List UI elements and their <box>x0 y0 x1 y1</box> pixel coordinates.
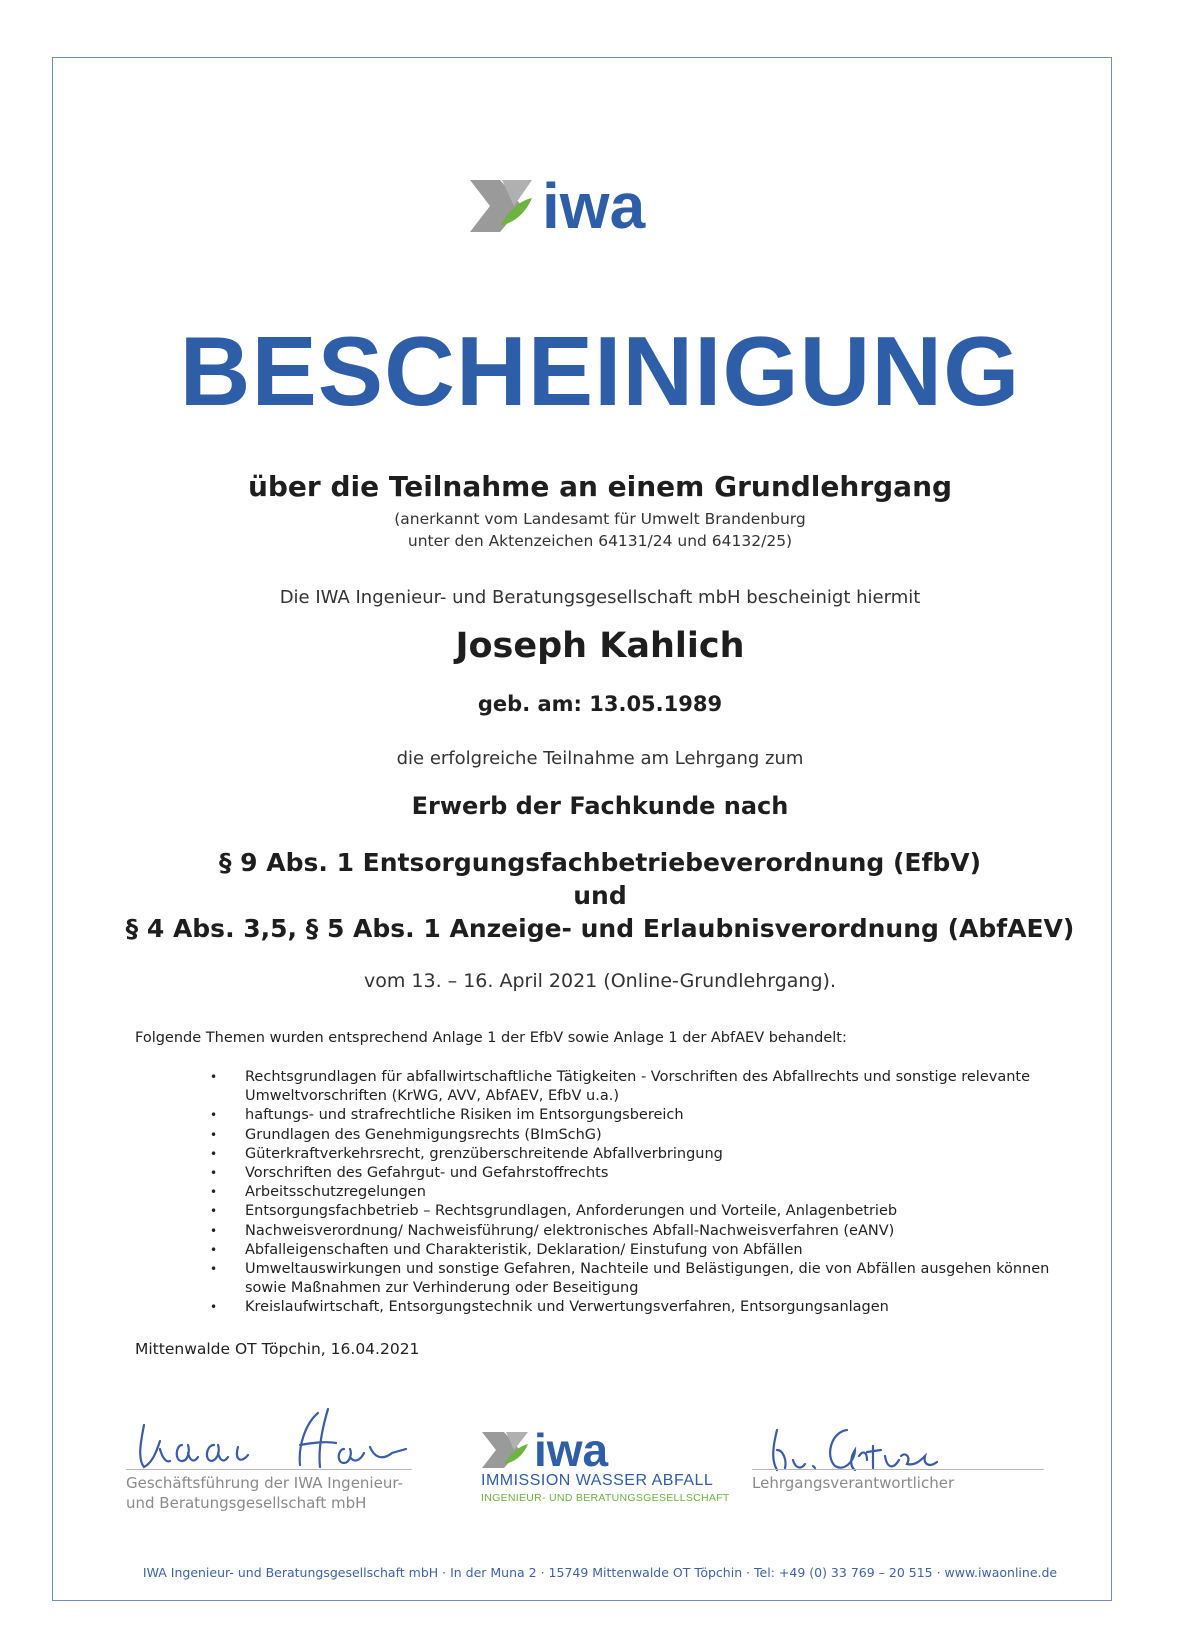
topic-item: • Güterkraftverkehrsrecht, grenzüberschreitende Abfallverbringung <box>210 1145 1080 1164</box>
certificate-subtitle: über die Teilnahme an einem Grundlehrgang <box>247 470 953 503</box>
course-title: Erwerb der Fachkunde nach <box>411 792 789 820</box>
recognition-line-1: (anerkannt vom Landesamt für Umwelt Brandenburg <box>394 510 806 528</box>
left-signature-line <box>126 1469 412 1470</box>
topic-item: • Nachweisverordnung/ Nachweisführung/ elektronisches Abfall-Nachweisverfahren (eANV) <box>210 1222 1080 1241</box>
certificate-title: BESCHEINIGUNG <box>179 316 1021 426</box>
recognition-line-2: unter den Aktenzeichen 64131/24 und 64132/25) <box>407 532 793 550</box>
topic-item: • haftungs- und strafrechtliche Risiken im Entsorgungsbereich <box>210 1106 1080 1125</box>
right-signature <box>755 1420 955 1476</box>
iwa-logo-mark <box>470 180 532 232</box>
topic-item: • Entsorgungsfachbetrieb – Rechtsgrundlagen, Anforderungen und Vorteile, Anlagenbetrieb <box>210 1202 1080 1221</box>
law-line-2: § 4 Abs. 3,5, § 5 Abs. 1 Anzeige- und Erlaubnisverordnung (AbfAEV) <box>125 914 1075 943</box>
topics-intro: Folgende Themen wurden entsprechend Anlage 1 der EfbV sowie Anlage 1 der AbfAEV behandelt: <box>135 1030 847 1046</box>
topic-item: • Kreislaufwirtschaft, Entsorgungstechnik und Verwertungsverfahren, Entsorgungsanlagen <box>210 1298 1080 1317</box>
topic-item: • Rechtsgrundlagen für abfallwirtschaftliche Tätigkeiten - Vorschriften des Abfallrechts und sonstige relevante Umweltvorschriften (KrWG, AVV, AbfAEV, EfbV u.a.) <box>210 1068 1080 1106</box>
left-signature <box>130 1405 420 1475</box>
topics-list <box>210 1068 1080 1318</box>
iwa-logo-bottom-mark <box>482 1432 528 1468</box>
iwa-logo-bottom <box>480 1428 702 1472</box>
certificate-border <box>52 57 1112 1601</box>
left-signature-caption-2: und Beratungsgesellschaft mbH <box>126 1494 367 1512</box>
place-date: Mittenwalde OT Töpchin, 16.04.2021 <box>135 1340 420 1358</box>
participant-dob: geb. am: 13.05.1989 <box>477 692 723 716</box>
success-text: die erfolgreiche Teilnahme am Lehrgang zum <box>396 748 804 769</box>
iwa-logo <box>470 178 700 236</box>
course-period: vom 13. – 16. April 2021 (Online-Grundlehrgang). <box>363 970 836 992</box>
iwa-subtagline: INGENIEUR- UND BERATUNGSGESELLSCHAFT <box>481 1492 730 1504</box>
topic-item: • Umweltauswirkungen und sonstige Gefahren, Nachteile und Belästigungen, die von Abfällen ausgehen können sowie Maßnahmen zur Verhinderung oder Beseitigung <box>210 1260 1080 1298</box>
law-line-1: § 9 Abs. 1 Entsorgungsfachbetriebeverordnung (EfbV) <box>218 848 982 877</box>
topic-item: • Abfalleigenschaften und Charakteristik, Deklaration/ Einstufung von Abfällen <box>210 1241 1080 1260</box>
iwa-tagline: IMMISSION WASSER ABFALL <box>481 1472 714 1489</box>
iwa-logo-bottom-text: iwa <box>534 1428 609 1472</box>
topic-item: • Grundlagen des Genehmigungsrechts (BImSchG) <box>210 1126 1080 1145</box>
iwa-logo-text: iwa <box>542 178 646 236</box>
topic-item: • Vorschriften des Gefahrgut- und Gefahrstoffrechts <box>210 1164 1080 1183</box>
intro-text: Die IWA Ingenieur- und Beratungsgesellschaft mbH bescheinigt hiermit <box>279 587 921 608</box>
right-signature-line <box>752 1469 1044 1470</box>
right-signature-caption: Lehrgangsverantwortlicher <box>752 1474 955 1492</box>
topic-item: • Arbeitsschutzregelungen <box>210 1183 1080 1202</box>
law-and: und <box>573 881 627 910</box>
left-signature-caption-1: Geschäftsführung der IWA Ingenieur- <box>126 1474 403 1492</box>
footer-address: IWA Ingenieur- und Beratungsgesellschaft mbH · In der Muna 2 · 15749 Mittenwalde OT Töpchin · Tel: +49 (0) 33 769 – 20 515 · www.iwaonline.de <box>142 1565 1058 1580</box>
participant-name: Joseph Kahlich <box>455 626 745 666</box>
